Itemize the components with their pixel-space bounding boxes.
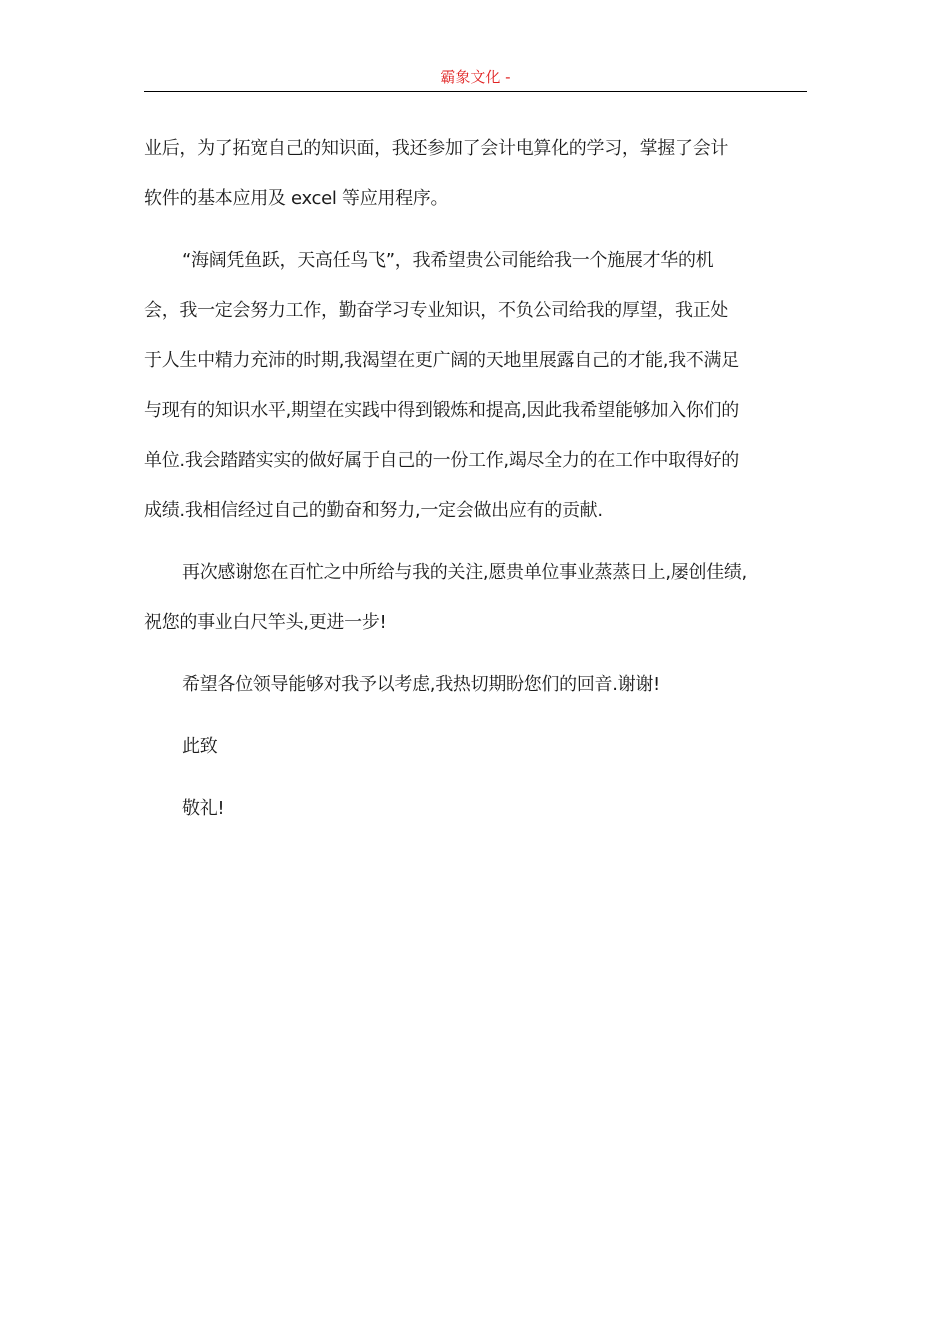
paragraph-line: 会，我一定会努力工作，勤奋学习专业知识，不负公司给我的厚望，我正处	[144, 300, 729, 321]
paragraph-4	[144, 660, 799, 710]
paragraph-line: 业后，为了拓宽自己的知识面，我还参加了会计电算化的学习，掌握了会计	[144, 138, 729, 159]
paragraph-line: 希望各位领导能够对我予以考虑,我热切期盼您们的回音.谢谢!	[182, 674, 660, 695]
closing-salutation	[144, 722, 799, 772]
paragraph-line: “海阔凭鱼跃，天高任鸟飞”，我希望贵公司能给我一个施展才华的机	[182, 250, 714, 271]
header-title: 霸象文化 -	[440, 68, 511, 86]
paragraph-line: 祝您的事业白尺竿头,更进一步!	[144, 612, 387, 633]
closing-regards	[144, 784, 799, 834]
paragraph-line: 软件的基本应用及 excel 等应用程序。	[144, 188, 449, 209]
paragraph-line: 单位.我会踏踏实实的做好属于自己的一份工作,竭尽全力的在工作中取得好的	[144, 450, 739, 471]
paragraph-3	[144, 548, 799, 648]
paragraph-line: 再次感谢您在百忙之中所给与我的关注,愿贵单位事业蒸蒸日上,屡创佳绩,	[182, 562, 747, 583]
page-header	[144, 66, 807, 92]
paragraph-line: 与现有的知识水平,期望在实践中得到锻炼和提高,因此我希望能够加入你们的	[144, 400, 739, 421]
paragraph-line: 成绩.我相信经过自己的勤奋和努力,一定会做出应有的贡献.	[144, 500, 603, 521]
paragraph-line: 敬礼!	[182, 798, 225, 819]
paragraph-line: 此致	[182, 736, 218, 757]
paragraph-2	[144, 236, 799, 536]
paragraph-line: 于人生中精力充沛的时期,我渴望在更广阔的天地里展露自己的才能,我不满足	[144, 350, 739, 371]
paragraph-1	[144, 124, 799, 224]
letter-body	[144, 124, 799, 834]
